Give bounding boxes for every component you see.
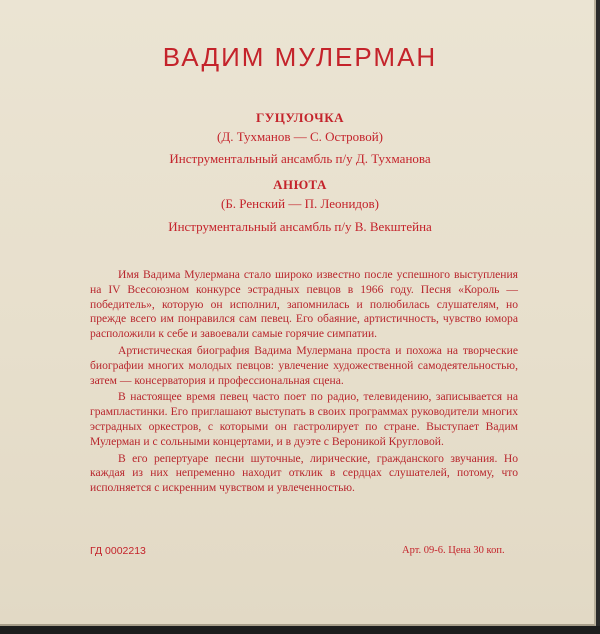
biography-paragraph: В его репертуаре песни шуточные, лирические, гражданского звучания. Но каждая из них непременно находит отклик в сердцах слушателей, потому, что исполняется с искренним чувством и увлеченностью. xyxy=(90,451,518,495)
biography-text xyxy=(90,268,518,498)
song-title-1: ГУЦУЛОЧКА xyxy=(255,110,345,125)
biography-paragraph: В настоящее время певец часто поет по радио, телевидению, записывается на грампластинки. Его приглашают выступать в своих программах руководители многих эстрадных оркестров, с которыми он гастролирует по стране. Выступает Вадим Мулерман и с сольными концертами, и в дуэте с Вероникой Кругловой. xyxy=(90,390,518,448)
song-ensemble-2: Инструментальный ансамбль п/у В. Векштейна xyxy=(168,219,432,234)
song-ensemble-1: Инструментальный ансамбль п/у Д. Тухманова xyxy=(169,151,431,166)
artist-title: ВАДИМ МУЛЕРМАН xyxy=(162,42,438,72)
song-authors-1: (Д. Тухманов — С. Островой) xyxy=(217,129,383,144)
biography-paragraph: Имя Вадима Мулермана стало широко известно после успешного выступления на IV Всесоюзном конкурсе эстрадных певцов в 1966 году. Песня «Король — победитель», которую он исполнил, запомнилась и полюбилась слушателям, но прежде всего им понравился сам певец. Его обаяние, артистичность, чувство юмора расположили к себе и завоевали самые горячие симпатии. xyxy=(90,268,518,341)
song-authors-2: (Б. Ренский — П. Леонидов) xyxy=(221,196,379,211)
background-surface xyxy=(0,626,600,634)
song-title-2: АНЮТА xyxy=(273,177,327,192)
price-info: Арт. 09-6. Цена 30 коп. xyxy=(402,545,505,556)
catalog-number: ГД 0002213 xyxy=(90,545,146,557)
biography-paragraph: Артистическая биография Вадима Мулермана проста и похожа на творческие биографии многих молодых певцов: увлечение художественной самодеятельностью, затем — консерватория и профессиональная сцена. xyxy=(90,343,518,387)
